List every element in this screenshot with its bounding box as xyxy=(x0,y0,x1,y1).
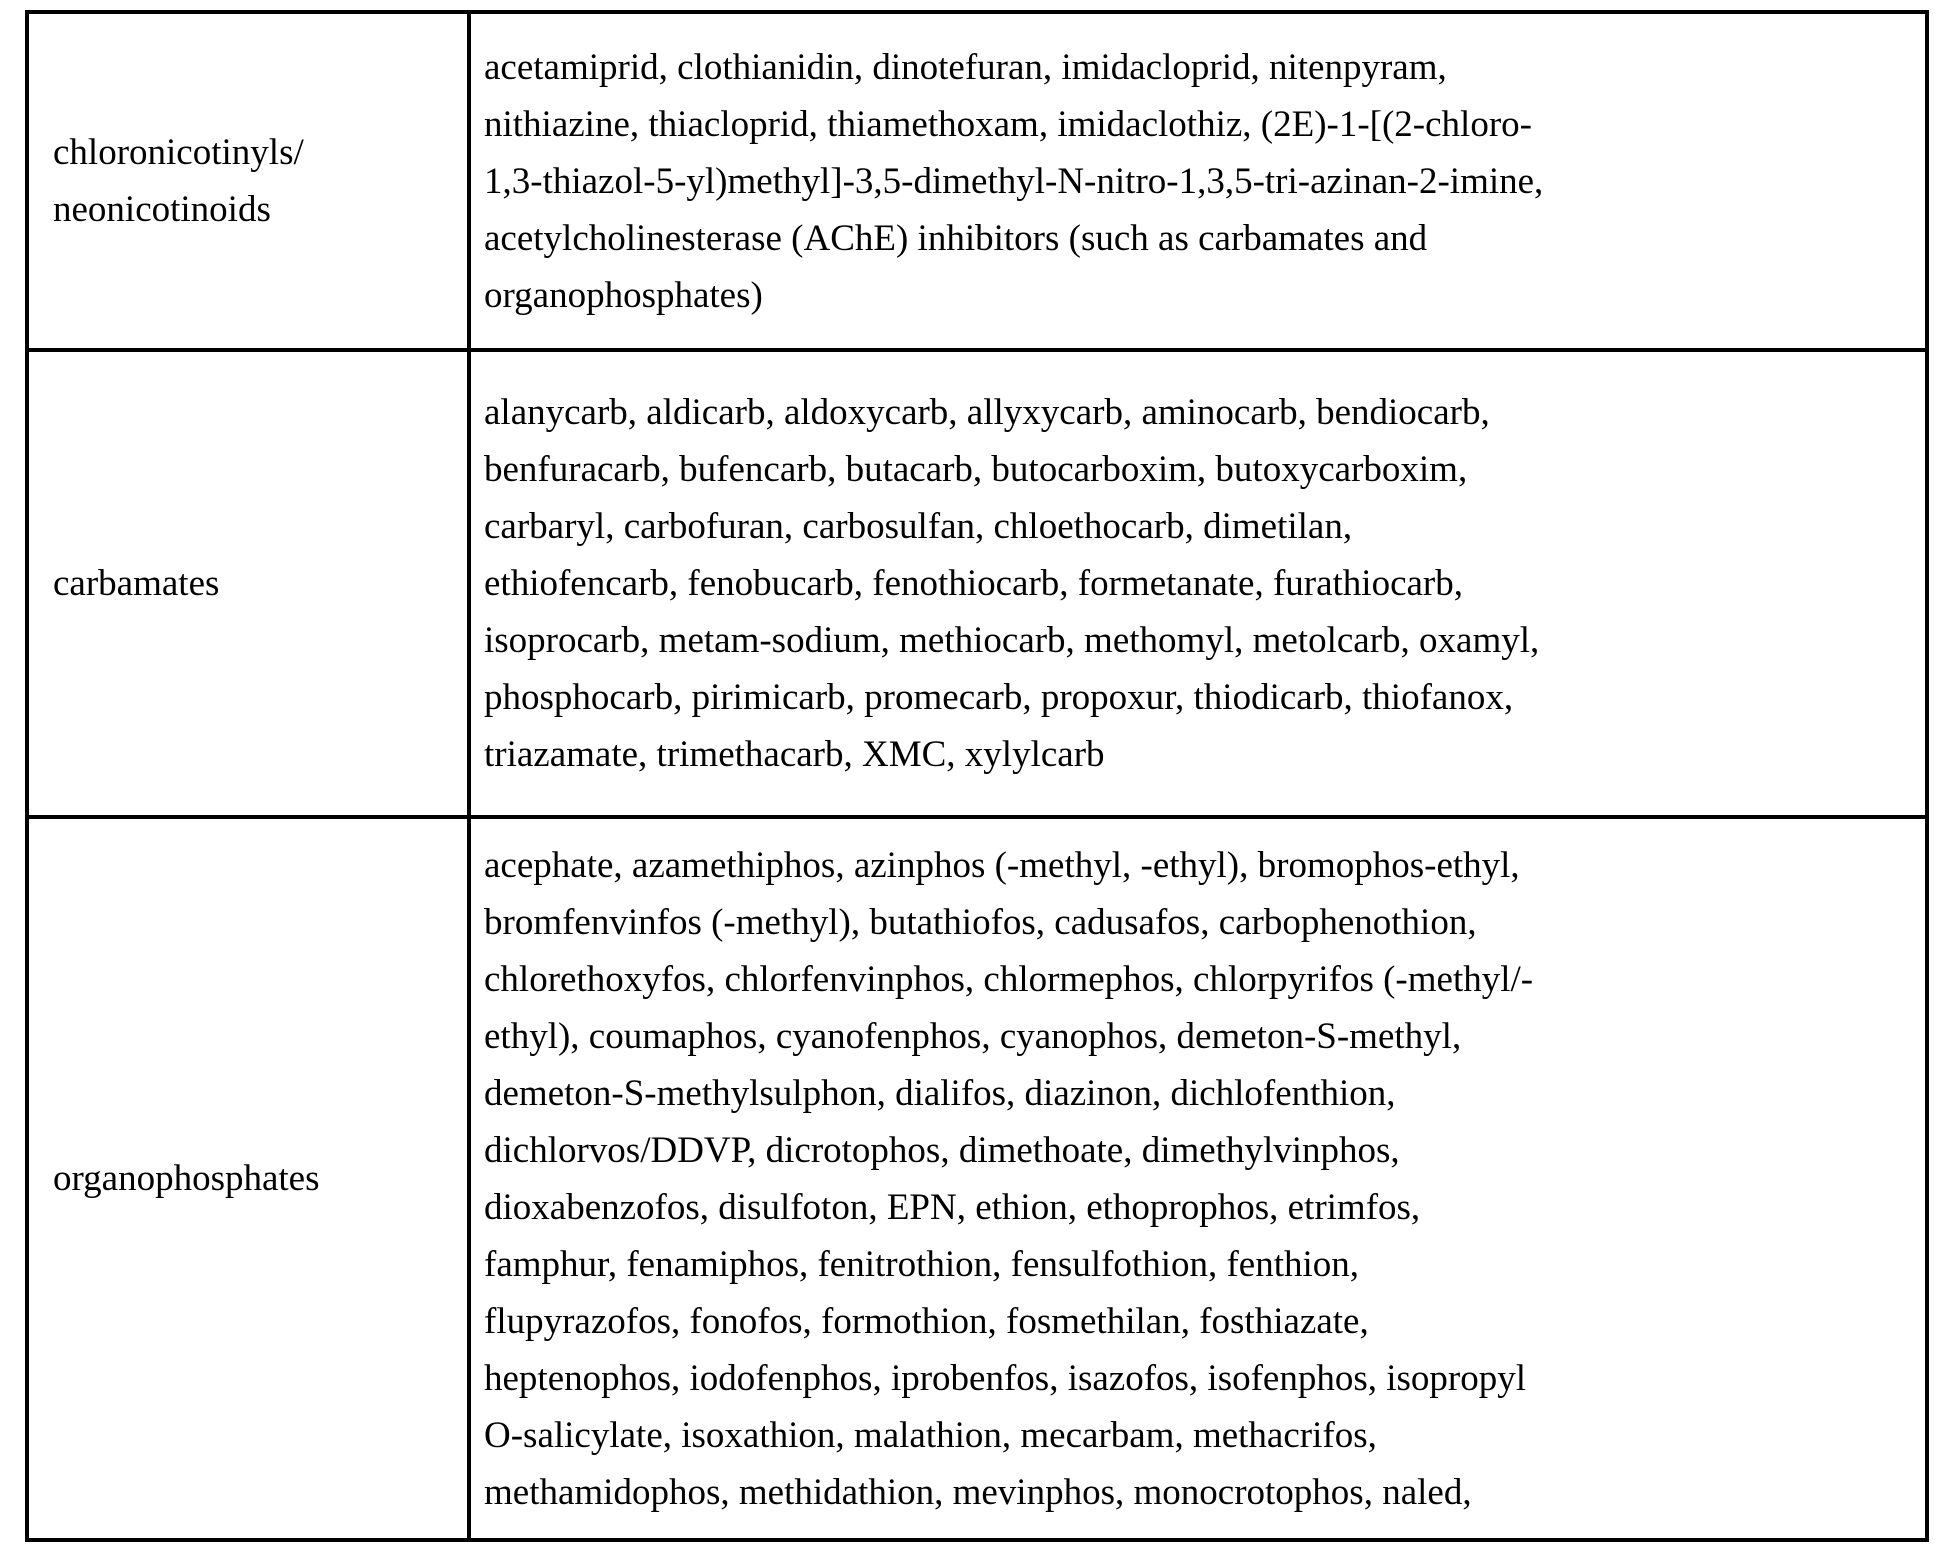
substances-cell: acephate, azamethiphos, azinphos (-methyl, -ethyl), bromophos-ethyl, bromfenvinfos (-methyl), butathiofos, cadusafos, carbophenothion, chlorethoxyfos, chlorfenvinphos, chlormephos, chlorpyrifos (-methyl/- ethyl), coumaphos, cyanofenphos, cyanophos, demeton-S-methyl, demeton-S-methylsulphon, dialifos, diazinon, dichlofenthion, dichlorvos/DDVP, dicrotophos, dimethoate, dimethylvinphos, dioxabenzofos, disulfoton, EPN, ethion, ethoprophos, etrimfos, famphur, fenamiphos, fenitrothion, fensulfothion, fenthion, flupyrazofos, fonofos, formothion, fosmethilan, fosthiazate, heptenophos, iodofenphos, iprobenfos, isazofos, isofenphos, isopropyl O-salicylate, isoxathion, malathion, mecarbam, methacrifos, methamidophos, methidathion, mevinphos, monocrotophos, naled, xyxy=(469,817,1927,1540)
table-row-carbamates xyxy=(27,350,1927,817)
class-name-cell: organophosphates xyxy=(27,817,469,1540)
table-body xyxy=(27,12,1927,1540)
table-row-chloronicotinyls xyxy=(27,12,1927,350)
substances-cell: acetamiprid, clothianidin, dinotefuran, imidacloprid, nitenpyram, nithiazine, thiacloprid, thiamethoxam, imidaclothiz, (2E)-1-[(2-chloro- 1,3-thiazol-5-yl)methyl]-3,5-dimethyl-N-nitro-1,3,5-tri-azinan-2-imine, acetylcholinesterase (AChE) inhibitors (such as carbamates and organophosphates) xyxy=(469,12,1927,350)
insecticide-classes-table xyxy=(25,10,1929,1542)
substances-cell: alanycarb, aldicarb, aldoxycarb, allyxycarb, aminocarb, bendiocarb, benfuracarb, bufencarb, butacarb, butocarboxim, butoxycarboxim, carbaryl, carbofuran, carbosulfan, chloethocarb, dimetilan, ethiofencarb, fenobucarb, fenothiocarb, formetanate, furathiocarb, isoprocarb, metam-sodium, methiocarb, methomyl, metolcarb, oxamyl, phosphocarb, pirimicarb, promecarb, propoxur, thiodicarb, thiofanox, triazamate, trimethacarb, XMC, xylylcarb xyxy=(469,350,1927,817)
table-row-organophosphates xyxy=(27,817,1927,1540)
class-name-cell: carbamates xyxy=(27,350,469,817)
class-name-cell: chloronicotinyls/ neonicotinoids xyxy=(27,12,469,350)
